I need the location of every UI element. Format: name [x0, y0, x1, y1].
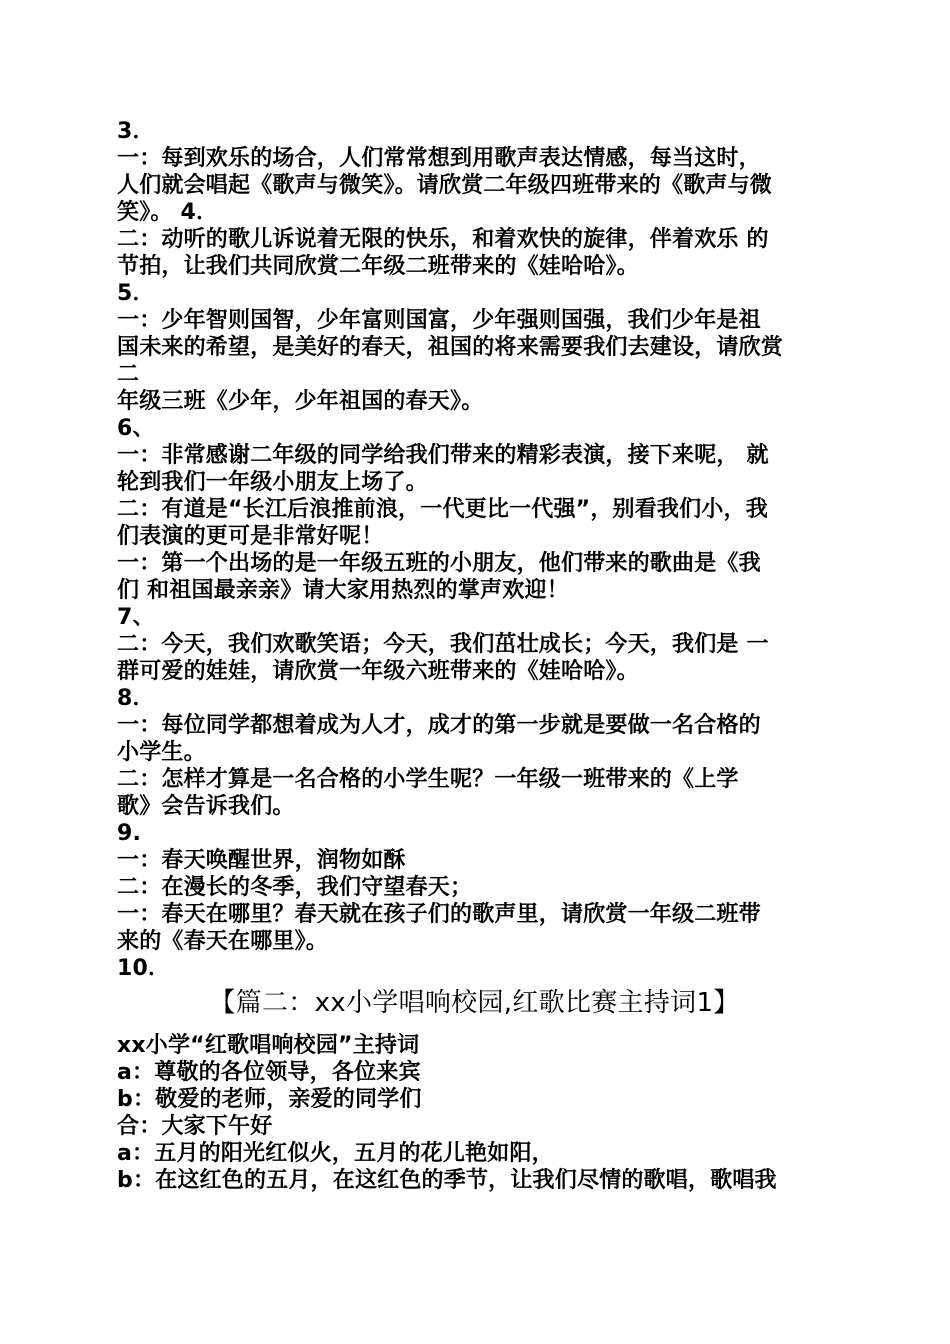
text-line: 8． — [117, 686, 155, 711]
text-line: 节拍，让我们共同欣赏二年级二班带来的《娃哈哈》。 — [117, 254, 639, 279]
text-line: 一：春天唤醒世界，润物如酥 — [117, 848, 406, 873]
section-heading: 【篇二：xx小学唱响校园,红歌比赛主持词1】 — [209, 988, 740, 1018]
text-line: 5． — [117, 281, 155, 306]
text-line: 二 — [117, 362, 140, 387]
text-line: b：敬爱的老师，亲爱的同学们 — [117, 1087, 422, 1112]
text-line: 二：怎样才算是一名合格的小学生呢？一年级一班带来的《上学 — [117, 767, 739, 792]
text-line: 一：每位同学都想着成为人才，成才的第一步就是要做一名合格的 — [117, 713, 761, 738]
text-line: 二：今天，我们欢歌笑语；今天，我们茁壮成长；今天，我们是 一 — [117, 632, 769, 657]
text-line: 合：大家下午好 — [117, 1114, 273, 1139]
text-line: 一：非常感谢二年级的同学给我们带来的精彩表演，接下来呢， 就 — [117, 443, 769, 468]
text-line: 二：有道是“长江后浪推前浪，一代更比一代强”，别看我们小，我 — [117, 497, 768, 522]
text-line: 二：动听的歌儿诉说着无限的快乐，和着欢快的旋律，伴着欢乐 的 — [117, 227, 769, 252]
text-line: 们表演的更可是非常好呢！ — [117, 524, 384, 549]
text-line: 年级三班《少年，少年祖国的春天》。 — [117, 389, 484, 414]
text-line: 一：春天在哪里？春天就在孩子们的歌声里，请欣赏一年级二班带 — [117, 902, 761, 927]
text-line: a：五月的阳光红似火，五月的花儿艳如阳， — [117, 1141, 554, 1166]
text-line: 群可爱的娃娃，请欣赏一年级六班带来的《娃哈哈》。 — [117, 659, 639, 684]
text-line: b：在这红色的五月，在这红色的季节，让我们尽情的歌唱，歌唱我 — [117, 1168, 777, 1193]
text-line: 轮到我们一年级小朋友上场了。 — [117, 470, 428, 495]
text-line: 们 和祖国最亲亲》请大家用热烈的掌声欢迎！ — [117, 578, 569, 603]
document-body — [117, 118, 832, 1194]
text-line: 一：第一个出场的是一年级五班的小朋友，他们带来的歌曲是《我 — [117, 551, 761, 576]
text-line: 笑》。 4． — [117, 200, 219, 225]
text-line: 6、 — [117, 416, 155, 441]
text-line: 10． — [117, 956, 171, 981]
text-line: 一：每到欢乐的场合，人们常常想到用歌声表达情感，每当这时， — [117, 146, 761, 171]
text-line: xx小学“红歌唱响校园”主持词 — [117, 1033, 420, 1058]
text-line: 二：在漫长的冬季，我们守望春天； — [117, 875, 473, 900]
text-line: 一：少年智则国智，少年富则国富，少年强则国强，我们少年是祖 — [117, 308, 761, 333]
text-line: 3． — [117, 119, 155, 144]
text-line: 来的《春天在哪里》。 — [117, 929, 329, 954]
text-line: 歌》会告诉我们。 — [117, 794, 295, 819]
text-line: 人们就会唱起《歌声与微笑》。请欣赏二年级四班带来的《歌声与微 — [117, 173, 773, 198]
text-line: 9. — [117, 821, 142, 846]
text-line: 小学生。 — [117, 740, 206, 765]
text-line: a：尊敬的各位领导，各位来宾 — [117, 1060, 421, 1085]
text-line: 7、 — [117, 605, 155, 630]
text-line: 国未来的希望，是美好的春天，祖国的将来需要我们去建设，请欣赏 — [117, 335, 784, 360]
